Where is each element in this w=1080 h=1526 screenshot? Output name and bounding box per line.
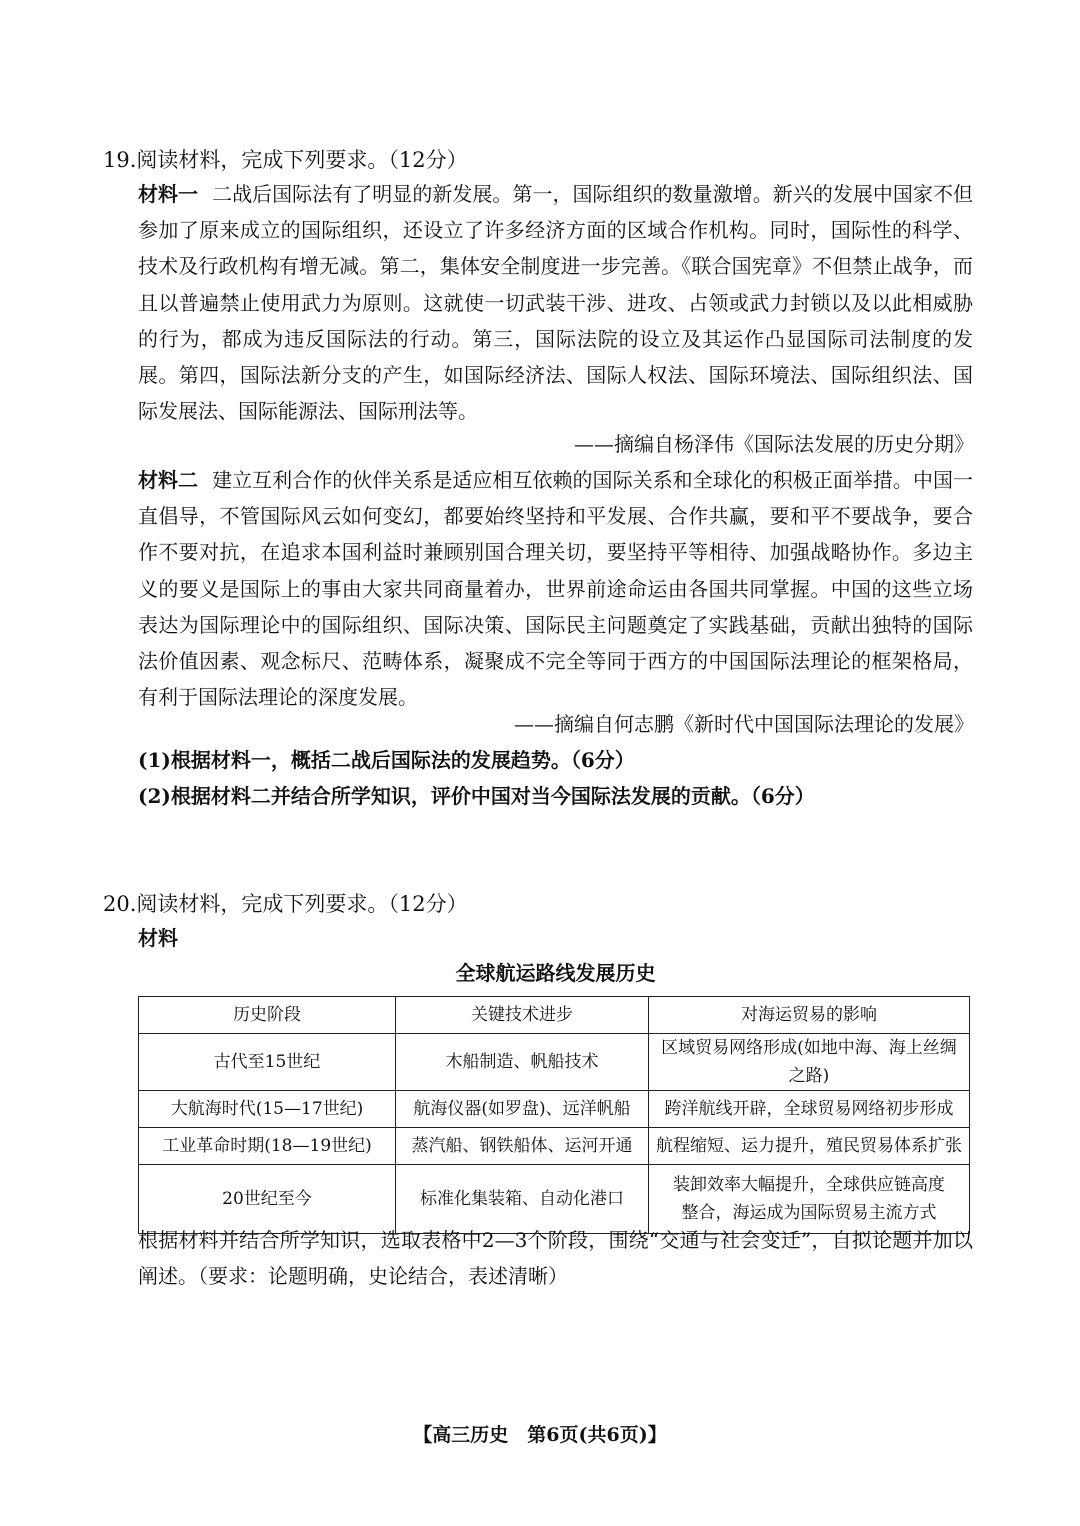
q20-title: 20.阅读材料，完成下列要求。（12分）: [103, 892, 468, 916]
table-header-row: [139, 997, 970, 1034]
material2-text: 建立互利合作的伙伴关系是适应相互依赖的国际关系和全球化的积极正面举措。中国一直倡导，不管国际风云如何变幻，都要始终坚持和平发展、合作共赢，要和平不要战争，要合作不要对抗，在追求本国利益时兼顾别国合理关切，要坚持平等相待、加强战略协作。多边主义的要义是国际上的事由大家共同商量着办，世界前途命运由各国共同掌握。中国的这些立场表达为国际理论中的国际组织、国际决策、国际民主问题奠定了实践基础，贡献出独特的国际法价值因素、观念标尺、范畴体系，凝聚成不完全等同于西方的中国国际法理论的框架格局，有利于国际法理论的深度发展。: [138, 468, 974, 710]
header-impact: 对海运贸易的影响: [649, 997, 970, 1034]
material2-source: ——摘编自何志鹏《新时代中国国际法理论的发展》: [514, 712, 974, 736]
table-row: [139, 1091, 970, 1128]
q19-material2: [138, 462, 973, 715]
table-row: [139, 1128, 970, 1165]
q19-requirement-1: (1)根据材料一，概括二战后国际法的发展趋势。（6分）: [138, 748, 635, 772]
table-title: 全球航运路线发展历史: [455, 961, 656, 985]
table-cell: 跨洋航线开辟，全球贸易网络初步形成: [649, 1091, 970, 1128]
table-cell: 航海仪器(如罗盘)、远洋帆船: [396, 1091, 649, 1128]
q19-requirement-2: (2)根据材料二并结合所学知识，评价中国对当今国际法发展的贡献。（6分）: [138, 784, 815, 808]
shipping-history-table: [138, 996, 970, 1234]
table-cell: 蒸汽船、钢铁船体、运河开通: [396, 1128, 649, 1165]
table-cell: 区域贸易网络形成(如地中海、海上丝绸之路): [649, 1034, 970, 1091]
table-cell: 标准化集装箱、自动化港口: [396, 1165, 649, 1234]
q19-title: 19.阅读材料，完成下列要求。（12分）: [103, 148, 468, 172]
table-row: [139, 1034, 970, 1091]
table-cell: 工业革命时期(18—19世纪): [139, 1128, 396, 1165]
table-cell: 木船制造、帆船技术: [396, 1034, 649, 1091]
table-cell: 航程缩短、运力提升，殖民贸易体系扩张: [649, 1128, 970, 1165]
table-cell: 20世纪至今: [139, 1165, 396, 1234]
table-cell: 古代至15世纪: [139, 1034, 396, 1091]
material1-source: ——摘编自杨泽伟《国际法发展的历史分期》: [574, 432, 974, 456]
material1-text: 二战后国际法有了明显的新发展。第一，国际组织的数量激增。新兴的发展中国家不但参加了原来成立的国际组织，还设立了许多经济方面的区域合作机构。同时，国际性的科学、技术及行政机构有增无减。第二，集体安全制度进一步完善。《联合国宪章》不但禁止战争，而且以普遍禁止使用武力为原则。这就使一切武装干涉、进攻、占领或武力封锁以及以此相威胁的行为，都成为违反国际法的行动。第三，国际法院的设立及其运作凸显国际司法制度的发展。第四，国际法新分支的产生，如国际经济法、国际人权法、国际环境法、国际组织法、国际发展法、国际能源法、国际刑法等。: [138, 182, 974, 424]
header-stage: 历史阶段: [139, 997, 396, 1034]
header-technology: 关键技术进步: [396, 997, 649, 1034]
material2-label: 材料二: [138, 468, 199, 492]
material1-label: 材料一: [138, 182, 199, 206]
q20-material-label: 材料: [138, 926, 178, 950]
table-cell: 装卸效率大幅提升，全球供应链高度整合，海运成为国际贸易主流方式: [649, 1165, 970, 1234]
page-footer: 【高三历史 第6页(共6页)】: [413, 1424, 667, 1446]
table-cell: 大航海时代(15—17世纪): [139, 1091, 396, 1128]
q20-instruction: 根据材料并结合所学知识，选取表格中2—3个阶段，围绕“交通与社会变迁”，自拟论题并加以阐述。（要求：论题明确，史论结合，表述清晰）: [138, 1228, 973, 1289]
q19-material1: [138, 176, 973, 429]
